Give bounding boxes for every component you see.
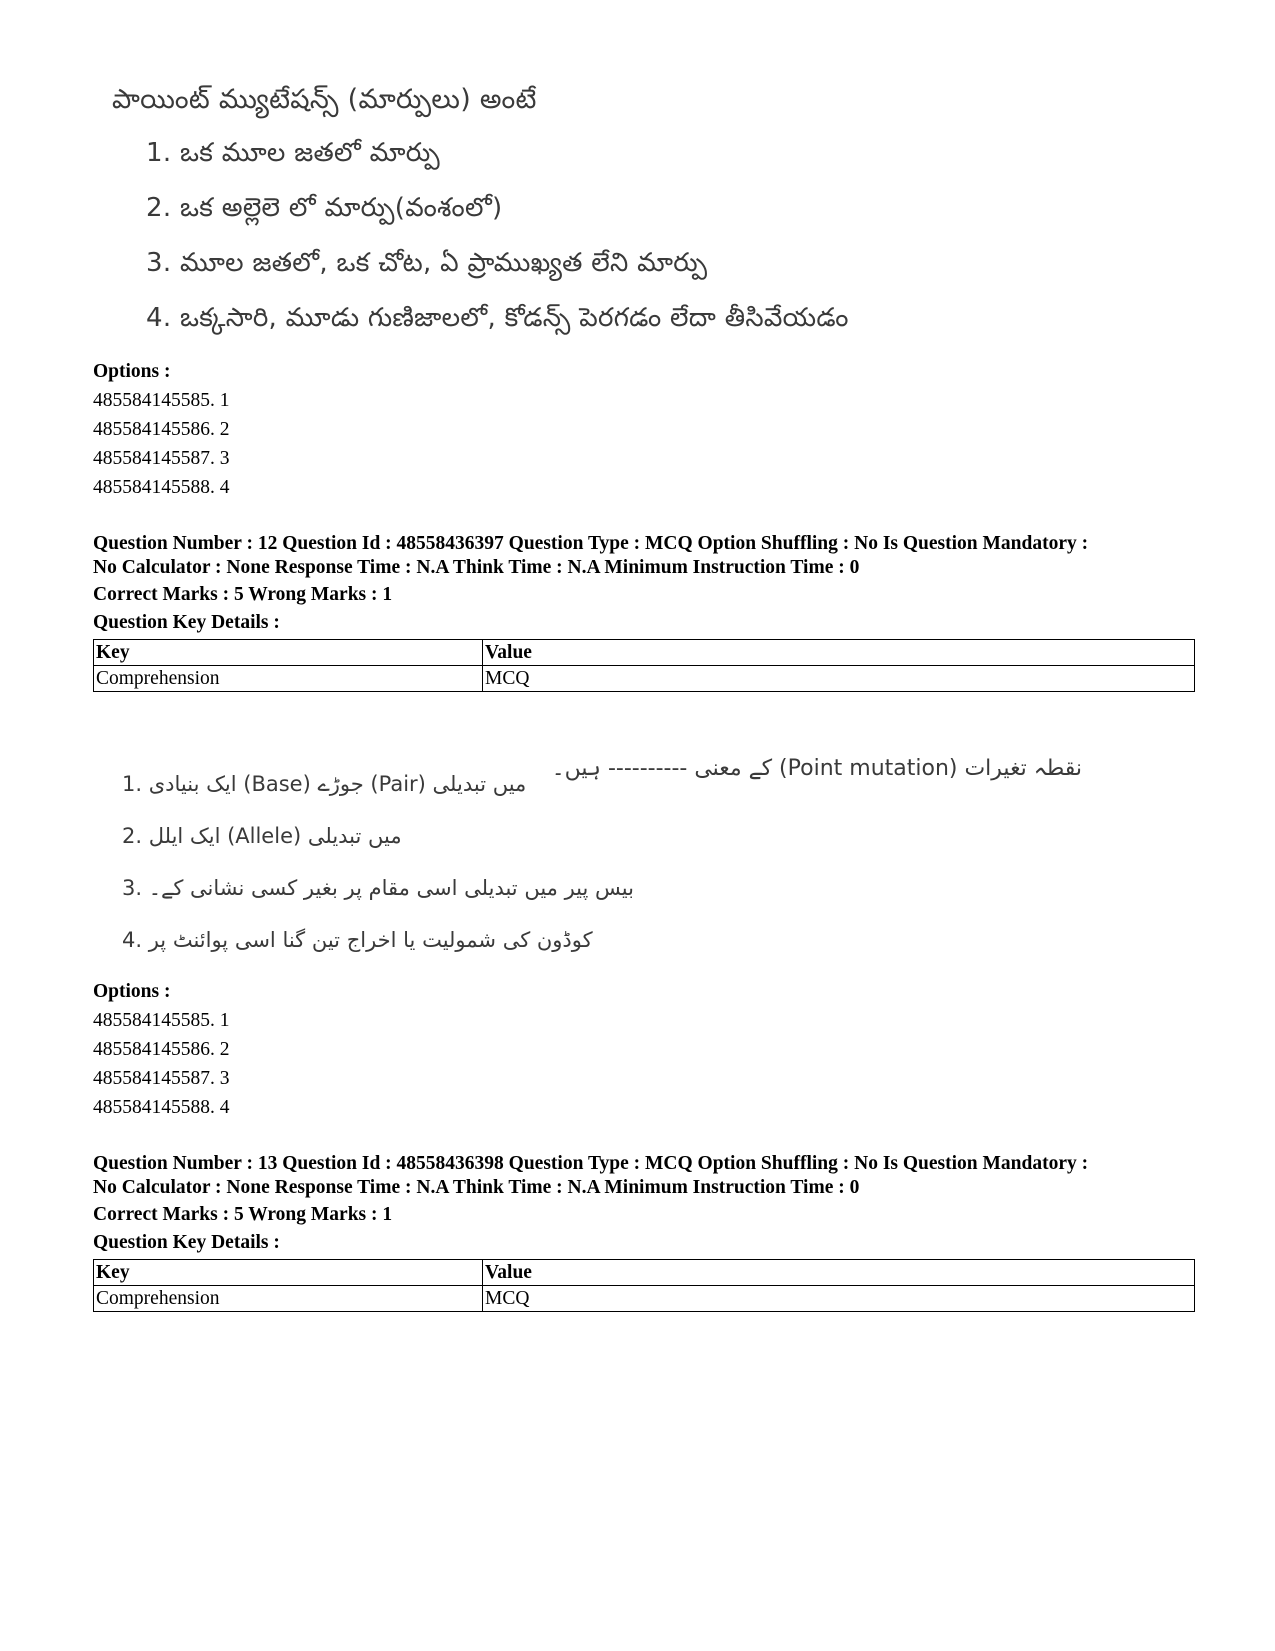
question-13-meta-line-2: No Calculator : None Response Time : N.A Think Time : N.A Minimum Instruction Time : 0 <box>93 1177 860 1198</box>
question-12-choice-3: 3. بیس پیر میں تبدیلی اسی مقام پر بغیر کسی نشانی کے۔ <box>122 876 634 900</box>
table-header-value: Value <box>483 1260 1195 1286</box>
question-11-stem: పాయింట్ మ్యుటేషన్స్ (మార్పులు) అంటే <box>112 84 537 115</box>
table-cell-value: MCQ <box>483 1286 1195 1312</box>
question-12-choice-1: 1. ایک بنیادی (Base) جوڑے (Pair) میں تبدیلی <box>122 772 527 796</box>
option-item: 485584145587. 3 <box>93 448 230 469</box>
table-row <box>94 666 1195 692</box>
option-item: 485584145585. 1 <box>93 1010 230 1031</box>
table-header-value: Value <box>483 640 1195 666</box>
table-row <box>94 1286 1195 1312</box>
question-12-options <box>93 977 1193 1122</box>
option-item: 485584145588. 4 <box>93 1097 230 1118</box>
table-header-row <box>94 1260 1195 1286</box>
question-13-key-table <box>93 1259 1195 1312</box>
question-11-image <box>112 78 872 358</box>
table-cell-key: Comprehension <box>94 666 483 692</box>
question-13-marks: Correct Marks : 5 Wrong Marks : 1 <box>93 1204 393 1225</box>
option-item: 485584145586. 2 <box>93 1039 230 1060</box>
question-12-meta-line-2: No Calculator : None Response Time : N.A Think Time : N.A Minimum Instruction Time : 0 <box>93 557 860 578</box>
table-header-row <box>94 640 1195 666</box>
question-13-key-details-label: Question Key Details : <box>93 1232 280 1253</box>
option-item: 485584145585. 1 <box>93 390 230 411</box>
table-cell-value: MCQ <box>483 666 1195 692</box>
question-13-meta <box>93 1152 1213 1200</box>
option-item: 485584145587. 3 <box>93 1068 230 1089</box>
question-12-meta-line-1: Question Number : 12 Question Id : 48558436397 Question Type : MCQ Option Shuffling : No Is Question Mandatory : <box>93 533 1089 554</box>
options-label: Options : <box>93 361 171 382</box>
question-11-choice-4: 4. ఒక్కసారి, మూడు గుణిజాలలో, కోడన్స్ పెరగడం లేదా తీసివేయడం <box>146 303 849 333</box>
option-item: 485584145588. 4 <box>93 477 230 498</box>
question-12-choice-2: 2. ایک ایلل (Allele) میں تبدیلی <box>122 824 402 848</box>
option-item: 485584145586. 2 <box>93 419 230 440</box>
question-12-stem: نقطہ تغیرات (Point mutation) کے معنی ---------- ہیں۔ <box>551 756 1082 781</box>
question-12-marks: Correct Marks : 5 Wrong Marks : 1 <box>93 584 393 605</box>
question-11-choice-3: 3. మూల జతలో, ఒక చోట, ఏ ప్రాముఖ్యత లేని మార్పు <box>146 248 708 278</box>
question-12-meta <box>93 532 1213 580</box>
question-13-meta-line-1: Question Number : 13 Question Id : 48558436398 Question Type : MCQ Option Shuffling : No Is Question Mandatory : <box>93 1153 1089 1174</box>
table-header-key: Key <box>94 640 483 666</box>
table-cell-key: Comprehension <box>94 1286 483 1312</box>
question-12-image <box>112 752 1152 1002</box>
options-label: Options : <box>93 981 171 1002</box>
table-header-key: Key <box>94 1260 483 1286</box>
question-12-key-table <box>93 639 1195 692</box>
question-11-choice-1: 1. ఒక మూల జతలో మార్పు <box>146 138 440 168</box>
question-12-key-details-label: Question Key Details : <box>93 612 280 633</box>
question-11-options <box>93 357 1193 502</box>
question-11-choice-2: 2. ఒక అల్లెలె లో మార్పు(వంశంలో) <box>146 193 503 223</box>
question-12-choice-4: 4. کوڈون کی شمولیت یا اخراج تین گنا اسی پوائنٹ پر <box>122 928 593 952</box>
